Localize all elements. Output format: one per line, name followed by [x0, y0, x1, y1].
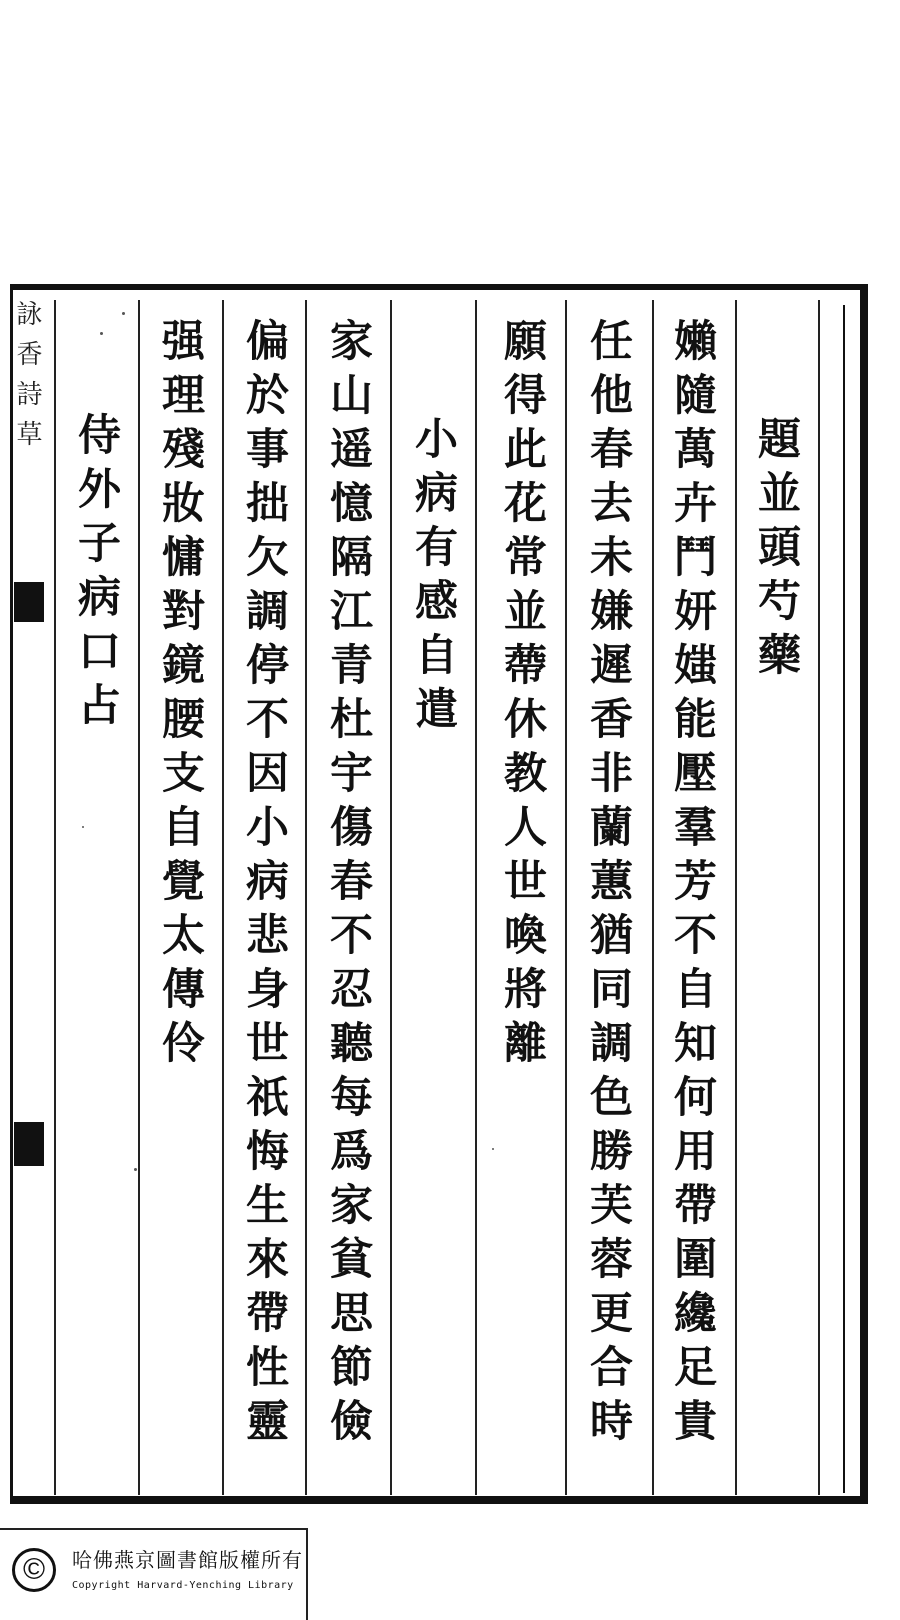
column-rule	[565, 300, 567, 1495]
poem-line: 嬾隨萬卉鬥妍媸能壓羣芳不自知何用帶圍纔足貴	[667, 318, 717, 1452]
poem-line: 偏於事拙欠調停不因小病悲身世祇悔生來帶性靈	[239, 318, 289, 1452]
poem-title: 侍外子病口占	[71, 412, 121, 736]
copyright-icon: ©	[12, 1548, 56, 1592]
copyright-text-zh: 哈佛燕京圖書館版權所有	[72, 1548, 303, 1572]
column-rule	[475, 300, 477, 1495]
column-rule	[735, 300, 737, 1495]
spine-title: 詠香詩草	[12, 300, 42, 460]
poem-line: 强理殘妝慵對鏡腰支自覺太傳伶	[155, 318, 205, 1074]
scan-speck	[492, 1148, 494, 1150]
column-rule	[138, 300, 140, 1495]
scan-speck	[122, 312, 125, 315]
poem-line: 家山遥憶隔江青杜宇傷春不忍聽每爲家貧思節儉	[323, 318, 373, 1452]
poem-line: 願得此花常並蔕休教人世喚將離	[497, 318, 547, 1074]
poem-title: 題並頭芍藥	[751, 416, 801, 686]
copyright-text-en: Copyright Harvard-Yenching Library	[72, 1580, 294, 1591]
spine-block	[14, 1122, 44, 1166]
column-rule	[818, 300, 820, 1495]
column-rule	[390, 300, 392, 1495]
inner-frame-rule	[843, 305, 845, 1493]
column-rule	[222, 300, 224, 1495]
poem-title: 小病有感自遣	[408, 416, 458, 740]
column-rule	[305, 300, 307, 1495]
scan-speck	[134, 1168, 137, 1171]
poem-line: 任他春去未嫌遲香非蘭蕙猶同調色勝芙蓉更合時	[583, 318, 633, 1452]
column-rule	[54, 300, 56, 1495]
spine-block	[14, 582, 44, 622]
scan-speck	[82, 826, 84, 828]
copyright-stamp	[0, 1528, 308, 1620]
column-rule	[652, 300, 654, 1495]
scan-speck	[100, 332, 103, 335]
